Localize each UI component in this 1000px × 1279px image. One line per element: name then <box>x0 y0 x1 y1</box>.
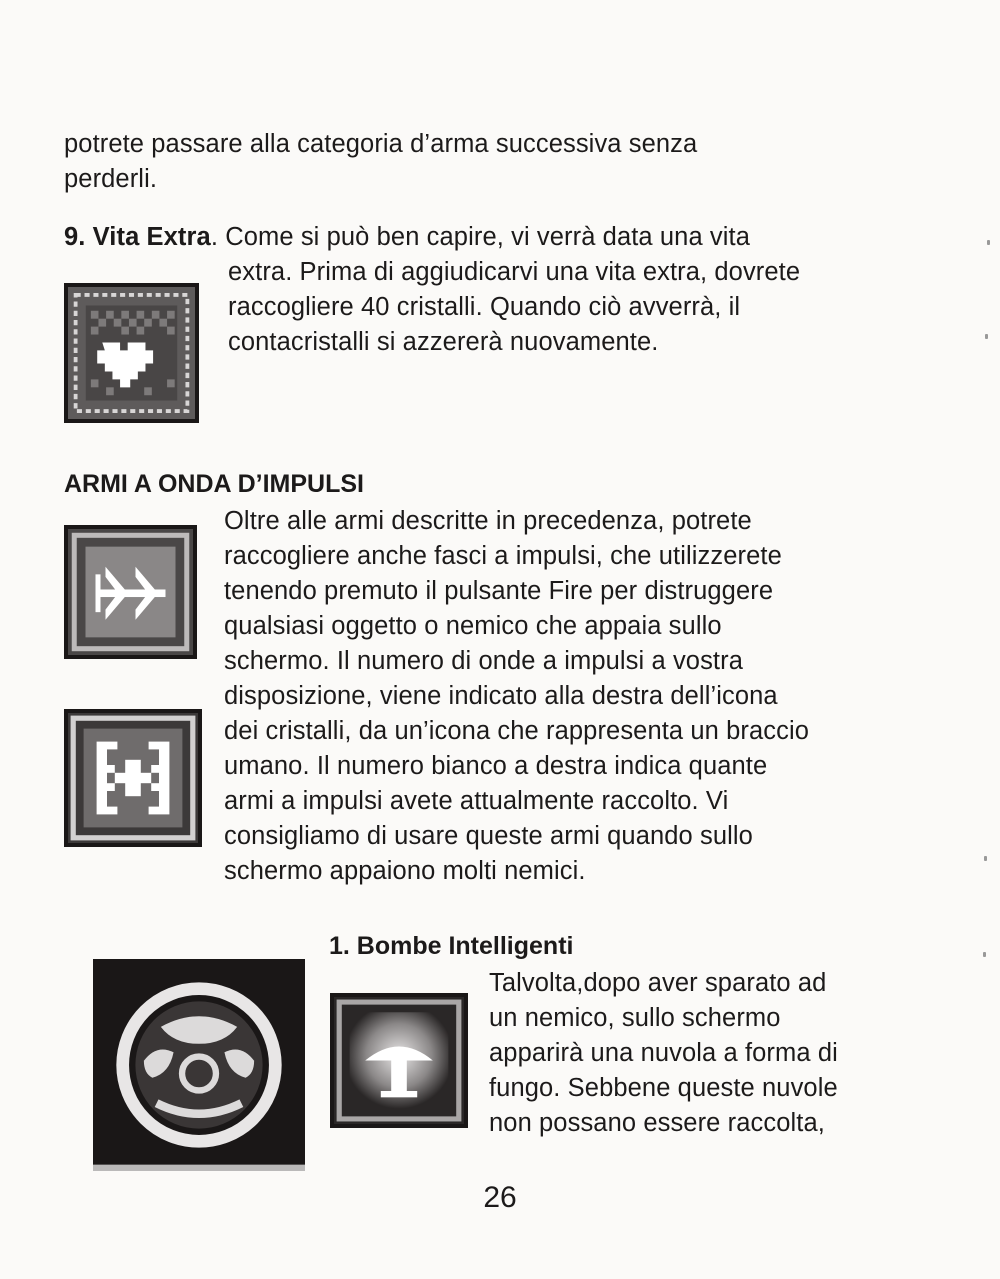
armi-line: dei cristalli, da un’icona che rappresenta un braccio <box>224 717 810 745</box>
armi-line: raccogliere anche fasci a impulsi, che utilizzerete <box>224 542 782 570</box>
intro-line: potrete passare alla categoria d’arma successiva senza <box>64 130 698 158</box>
armi-line: schermo appaiono molti nemici. <box>224 857 586 885</box>
vita-extra-line: extra. Prima di aggiudicarvi una vita extra, dovrete <box>228 258 801 286</box>
vita-extra-title: 9. Vita Extra <box>64 223 211 251</box>
armi-paragraph <box>224 504 809 889</box>
bombe-title: 1. Bombe Intelligenti <box>329 932 574 960</box>
pulse-bracket-icon <box>64 709 202 847</box>
armi-line: consigliamo di usare queste armi quando sullo <box>224 822 753 850</box>
bombe-line: apparirà una nuvola a forma di <box>489 1039 838 1067</box>
armi-line: armi a impulsi avete attualmente raccolto. Vi <box>224 787 729 815</box>
armi-line: Oltre alle armi descritte in precedenza, potrete <box>224 507 752 535</box>
bombe-line: Talvolta,dopo aver sparato ad <box>489 969 827 997</box>
intro-paragraph <box>64 127 697 197</box>
armi-line: schermo. Il numero di onde a impulsi a vostra <box>224 647 743 675</box>
scan-speck <box>985 334 988 339</box>
scan-speck <box>987 240 990 245</box>
bombe-line: fungo. Sebbene queste nuvole <box>489 1074 838 1102</box>
intro-line: perderli. <box>64 165 158 193</box>
armi-line: tenendo premuto il pulsante Fire per distruggere <box>224 577 774 605</box>
bombe-line: un nemico, sullo schermo <box>489 1004 781 1032</box>
vita-extra-first-line <box>64 220 750 255</box>
page-number: 26 <box>483 1181 517 1214</box>
bombe-paragraph <box>489 966 838 1141</box>
bombe-line: non possano essere raccolta, <box>489 1109 825 1137</box>
armi-heading: ARMI A ONDA D’IMPULSI <box>64 470 364 498</box>
pulse-arrow-icon <box>64 525 197 659</box>
armi-line: qualsiasi oggetto o nemico che appaia sullo <box>224 612 722 640</box>
heart-icon <box>64 283 199 423</box>
vita-extra-lead: . Come si può ben capire, vi verrà data una vita <box>210 223 751 251</box>
vita-extra-line: raccogliere 40 cristalli. Quando ciò avverrà, il <box>228 293 741 321</box>
vita-extra-paragraph <box>228 255 800 360</box>
scan-speck <box>983 952 986 957</box>
smart-bomb-sphere-icon <box>93 959 305 1171</box>
vita-extra-line: contacristalli si azzererà nuovamente. <box>228 328 659 356</box>
mushroom-cloud-icon <box>330 993 468 1128</box>
armi-line: disposizione, viene indicato alla destra dell’icona <box>224 682 778 710</box>
armi-line: umano. Il numero bianco a destra indica quante <box>224 752 768 780</box>
scan-speck <box>984 856 987 861</box>
